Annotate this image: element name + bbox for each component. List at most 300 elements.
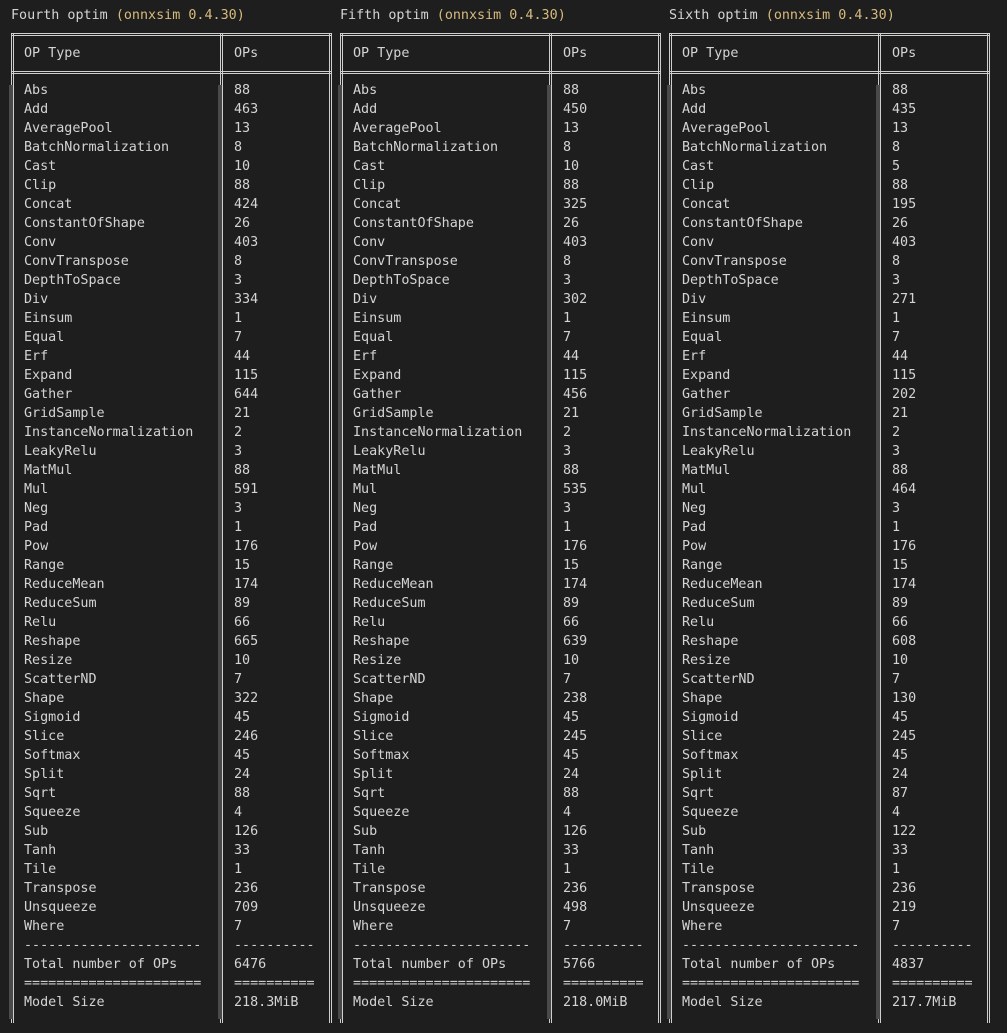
op-type-cell: Erf: [24, 349, 49, 364]
op-count-cell: 1: [563, 311, 572, 326]
op-type-cell: Transpose: [24, 881, 97, 896]
op-type-cell: Clip: [353, 178, 386, 193]
table-row: [340, 499, 661, 518]
op-type-cell: ConvTranspose: [353, 254, 458, 269]
table-body: [11, 81, 332, 1012]
separator-left: ----------------------: [682, 938, 860, 953]
op-count-cell: 3: [892, 501, 901, 516]
table-row: [11, 442, 332, 461]
table-row: [11, 214, 332, 233]
table-row: [340, 708, 661, 727]
table-row: [669, 347, 990, 366]
op-count-cell: 88: [234, 83, 251, 98]
op-type-cell: Neg: [682, 501, 707, 516]
op-count-cell: 271: [892, 292, 917, 307]
table-row: [11, 784, 332, 803]
op-type-cell: ScatterND: [682, 672, 755, 687]
table-row: [340, 214, 661, 233]
op-count-cell: 1: [234, 520, 243, 535]
total-label: Total number of OPs: [24, 957, 178, 972]
table-row: [340, 252, 661, 271]
op-type-cell: InstanceNormalization: [24, 425, 194, 440]
table-row: [340, 309, 661, 328]
op-type-cell: Sigmoid: [353, 710, 410, 725]
table-body: [669, 81, 990, 1012]
table-row: [340, 100, 661, 119]
op-type-cell: Split: [682, 767, 723, 782]
table-row: [11, 81, 332, 100]
op-type-cell: ConstantOfShape: [24, 216, 145, 231]
op-type-cell: Pow: [24, 539, 49, 554]
total-label: Total number of OPs: [682, 957, 836, 972]
table-row: [340, 461, 661, 480]
op-type-cell: Sub: [353, 824, 378, 839]
op-type-cell: Add: [353, 102, 378, 117]
panel-title-prefix: Fifth optim: [340, 8, 437, 23]
op-count-cell: 463: [234, 102, 259, 117]
op-type-cell: ReduceMean: [353, 577, 434, 592]
op-count-cell: 1: [563, 520, 572, 535]
table-row: [11, 385, 332, 404]
op-type-cell: Sub: [682, 824, 707, 839]
op-type-cell: Unsqueeze: [353, 900, 426, 915]
table-row: [669, 594, 990, 613]
table-row: [11, 157, 332, 176]
op-table-panel: [337, 0, 663, 1033]
separator-right: ==========: [234, 976, 315, 991]
op-count-cell: 246: [234, 729, 259, 744]
table-row: [669, 214, 990, 233]
table-row: [340, 328, 661, 347]
op-count-cell: 2: [563, 425, 572, 440]
table-row-separator: [340, 974, 661, 993]
op-type-cell: Einsum: [682, 311, 731, 326]
op-type-cell: Concat: [24, 197, 73, 212]
op-count-cell: 24: [234, 767, 251, 782]
panel-title-version: onnxsim 0.4.30: [123, 8, 237, 23]
table-row: [340, 138, 661, 157]
table-row: [340, 651, 661, 670]
op-type-cell: LeakyRelu: [353, 444, 426, 459]
op-type-cell: Shape: [682, 691, 723, 706]
table-row: [340, 727, 661, 746]
op-type-cell: Where: [24, 919, 65, 934]
op-type-cell: Resize: [24, 653, 73, 668]
op-type-cell: Sqrt: [24, 786, 57, 801]
op-count-cell: 176: [563, 539, 588, 554]
table-row: [11, 765, 332, 784]
op-table: [669, 33, 990, 1023]
op-type-cell: Transpose: [353, 881, 426, 896]
table-row: [669, 689, 990, 708]
op-type-cell: Shape: [24, 691, 65, 706]
op-count-cell: 26: [892, 216, 909, 231]
op-type-cell: Softmax: [24, 748, 81, 763]
op-type-cell: Add: [682, 102, 707, 117]
op-count-cell: 21: [234, 406, 251, 421]
op-type-cell: Div: [24, 292, 49, 307]
panel-title-version: onnxsim 0.4.30: [773, 8, 887, 23]
total-label: Total number of OPs: [353, 957, 507, 972]
op-count-cell: 202: [892, 387, 917, 402]
op-type-cell: ConvTranspose: [682, 254, 787, 269]
op-count-cell: 21: [563, 406, 580, 421]
table-row-separator: [11, 936, 332, 955]
op-table: [340, 33, 661, 1023]
op-type-cell: Erf: [682, 349, 707, 364]
op-type-cell: Sigmoid: [682, 710, 739, 725]
op-type-cell: AveragePool: [24, 121, 113, 136]
table-row: [11, 537, 332, 556]
table-row: [669, 518, 990, 537]
op-count-cell: 174: [563, 577, 588, 592]
table-row: [340, 347, 661, 366]
model-size-value: 218.3MiB: [234, 995, 299, 1010]
table-row: [340, 670, 661, 689]
op-count-cell: 89: [234, 596, 251, 611]
table-row: [669, 461, 990, 480]
op-count-cell: 3: [234, 501, 243, 516]
op-count-cell: 403: [563, 235, 588, 250]
separator-right: ==========: [563, 976, 644, 991]
op-type-cell: Relu: [682, 615, 715, 630]
op-type-cell: Expand: [682, 368, 731, 383]
op-count-cell: 7: [234, 672, 243, 687]
op-type-cell: Reshape: [24, 634, 81, 649]
panel-title: [669, 6, 895, 25]
op-count-cell: 13: [892, 121, 909, 136]
op-type-cell: MatMul: [682, 463, 731, 478]
op-count-cell: 334: [234, 292, 259, 307]
op-count-cell: 639: [563, 634, 588, 649]
op-type-cell: Gather: [24, 387, 73, 402]
op-count-cell: 7: [892, 330, 901, 345]
op-type-cell: DepthToSpace: [682, 273, 779, 288]
op-type-cell: Squeeze: [682, 805, 739, 820]
total-value: 5766: [563, 957, 596, 972]
op-count-cell: 3: [563, 501, 572, 516]
op-type-cell: Sqrt: [353, 786, 386, 801]
table-row: [11, 119, 332, 138]
op-type-cell: Equal: [24, 330, 65, 345]
table-row: [11, 195, 332, 214]
table-border-top: [340, 33, 661, 36]
separator-left: ======================: [353, 976, 531, 991]
op-type-cell: Abs: [353, 83, 378, 98]
table-row: [340, 195, 661, 214]
table-row: [340, 632, 661, 651]
op-type-cell: Sub: [24, 824, 49, 839]
op-type-cell: Tanh: [682, 843, 715, 858]
op-count-cell: 45: [892, 710, 909, 725]
op-type-cell: Slice: [682, 729, 723, 744]
table-row: [669, 537, 990, 556]
op-count-cell: 126: [563, 824, 588, 839]
op-type-cell: LeakyRelu: [682, 444, 755, 459]
op-type-cell: Relu: [353, 615, 386, 630]
table-row: [340, 594, 661, 613]
table-row: [669, 670, 990, 689]
op-count-cell: 122: [892, 824, 917, 839]
op-count-cell: 3: [892, 444, 901, 459]
table-row: [340, 404, 661, 423]
op-type-cell: Conv: [682, 235, 715, 250]
op-type-cell: Where: [682, 919, 723, 934]
table-row: [669, 271, 990, 290]
table-row: [11, 499, 332, 518]
op-count-cell: 15: [563, 558, 580, 573]
separator-left: ======================: [682, 976, 860, 991]
op-count-cell: 5: [892, 159, 901, 174]
table-row: [669, 328, 990, 347]
op-count-cell: 1: [234, 311, 243, 326]
table-row: [669, 119, 990, 138]
op-type-cell: ConstantOfShape: [682, 216, 803, 231]
op-type-cell: Conv: [24, 235, 57, 250]
op-count-cell: 4: [234, 805, 243, 820]
table-border-top: [669, 33, 990, 36]
table-row: [340, 157, 661, 176]
table-row: [669, 442, 990, 461]
op-type-cell: Abs: [24, 83, 49, 98]
table-row: [11, 670, 332, 689]
op-type-cell: Unsqueeze: [24, 900, 97, 915]
table-row-model-size: [11, 993, 332, 1012]
column-header-ops: OPs: [563, 46, 588, 61]
op-type-cell: Add: [24, 102, 49, 117]
table-row: [11, 822, 332, 841]
op-count-cell: 498: [563, 900, 588, 915]
table-row: [669, 879, 990, 898]
op-count-cell: 115: [563, 368, 588, 383]
op-count-cell: 3: [563, 444, 572, 459]
op-type-cell: Mul: [24, 482, 49, 497]
op-count-cell: 10: [892, 653, 909, 668]
op-count-cell: 45: [563, 710, 580, 725]
op-type-cell: ReduceMean: [682, 577, 763, 592]
op-count-cell: 8: [234, 254, 243, 269]
separator-left: ======================: [24, 976, 202, 991]
op-count-cell: 1: [234, 862, 243, 877]
table-row: [669, 100, 990, 119]
op-count-cell: 45: [234, 710, 251, 725]
table-row: [11, 423, 332, 442]
op-count-cell: 195: [892, 197, 917, 212]
op-count-cell: 644: [234, 387, 259, 402]
op-type-cell: Shape: [353, 691, 394, 706]
op-count-cell: 464: [892, 482, 917, 497]
table-row: [11, 917, 332, 936]
table-row: [669, 556, 990, 575]
table-row: [669, 252, 990, 271]
op-type-cell: Gather: [682, 387, 731, 402]
op-count-cell: 325: [563, 197, 588, 212]
table-row: [11, 879, 332, 898]
table-row: [340, 366, 661, 385]
table-row: [669, 613, 990, 632]
op-type-cell: Slice: [24, 729, 65, 744]
op-type-cell: InstanceNormalization: [682, 425, 852, 440]
op-count-cell: 1: [892, 520, 901, 535]
op-count-cell: 10: [234, 159, 251, 174]
table-row: [340, 518, 661, 537]
separator-right: ----------: [234, 938, 315, 953]
table-row: [11, 594, 332, 613]
op-count-cell: 2: [234, 425, 243, 440]
table-row: [340, 290, 661, 309]
model-size-label: Model Size: [682, 995, 763, 1010]
op-type-cell: Div: [682, 292, 707, 307]
op-count-cell: 7: [563, 672, 572, 687]
op-count-cell: 424: [234, 197, 259, 212]
panel-title-version: onnxsim 0.4.30: [444, 8, 558, 23]
table-row: [11, 860, 332, 879]
op-table-panel: [666, 0, 992, 1033]
op-count-cell: 89: [892, 596, 909, 611]
op-type-cell: Div: [353, 292, 378, 307]
op-count-cell: 176: [892, 539, 917, 554]
op-type-cell: Softmax: [682, 748, 739, 763]
table-row-separator: [669, 974, 990, 993]
op-type-cell: Split: [353, 767, 394, 782]
op-count-cell: 174: [234, 577, 259, 592]
table-row: [340, 233, 661, 252]
table-row: [11, 841, 332, 860]
op-count-cell: 1: [563, 862, 572, 877]
op-type-cell: Sqrt: [682, 786, 715, 801]
op-type-cell: Range: [682, 558, 723, 573]
table-row: [11, 366, 332, 385]
table-row: [11, 651, 332, 670]
table-row: [11, 404, 332, 423]
op-type-cell: ScatterND: [24, 672, 97, 687]
op-count-cell: 88: [563, 463, 580, 478]
op-count-cell: 535: [563, 482, 588, 497]
op-type-cell: Cast: [24, 159, 57, 174]
table-row: [669, 765, 990, 784]
op-count-cell: 115: [892, 368, 917, 383]
op-type-cell: DepthToSpace: [24, 273, 121, 288]
table-body: [340, 81, 661, 1012]
table-row: [340, 537, 661, 556]
op-type-cell: Split: [24, 767, 65, 782]
table-row: [669, 575, 990, 594]
op-table: [11, 33, 332, 1023]
panel-title-paren-open: (: [436, 8, 445, 23]
panel-title-paren-open: (: [115, 8, 124, 23]
table-row-total: [340, 955, 661, 974]
op-count-cell: 45: [234, 748, 251, 763]
table-row: [340, 176, 661, 195]
table-row: [669, 632, 990, 651]
op-type-cell: Gather: [353, 387, 402, 402]
table-row: [11, 575, 332, 594]
separator-right: ----------: [892, 938, 973, 953]
op-type-cell: Squeeze: [353, 805, 410, 820]
op-type-cell: Clip: [24, 178, 57, 193]
op-type-cell: Range: [24, 558, 65, 573]
table-row: [11, 176, 332, 195]
op-count-cell: 245: [892, 729, 917, 744]
model-size-label: Model Size: [24, 995, 105, 1010]
op-type-cell: Neg: [24, 501, 49, 516]
op-count-cell: 44: [892, 349, 909, 364]
table-row: [669, 366, 990, 385]
op-count-cell: 591: [234, 482, 259, 497]
op-type-cell: Tile: [24, 862, 57, 877]
op-count-cell: 33: [563, 843, 580, 858]
op-type-cell: Expand: [24, 368, 73, 383]
op-type-cell: Pad: [353, 520, 378, 535]
op-count-cell: 403: [234, 235, 259, 250]
table-row: [11, 708, 332, 727]
table-row-separator: [669, 936, 990, 955]
table-row: [669, 784, 990, 803]
table-header-separator: [669, 71, 990, 74]
model-size-value: 217.7MiB: [892, 995, 957, 1010]
op-count-cell: 24: [563, 767, 580, 782]
op-type-cell: Clip: [682, 178, 715, 193]
op-type-cell: ScatterND: [353, 672, 426, 687]
table-row: [669, 708, 990, 727]
op-count-cell: 322: [234, 691, 259, 706]
table-row-separator: [11, 974, 332, 993]
op-count-cell: 15: [892, 558, 909, 573]
op-count-cell: 66: [234, 615, 251, 630]
op-type-cell: Tile: [353, 862, 386, 877]
table-row: [669, 157, 990, 176]
separator-left: ----------------------: [24, 938, 202, 953]
table-row-total: [11, 955, 332, 974]
op-type-cell: GridSample: [682, 406, 763, 421]
op-type-cell: Resize: [682, 653, 731, 668]
table-row: [340, 860, 661, 879]
op-count-cell: 219: [892, 900, 917, 915]
table-row-model-size: [340, 993, 661, 1012]
op-count-cell: 44: [234, 349, 251, 364]
panel-title-paren-close: ): [236, 8, 245, 23]
table-row: [11, 309, 332, 328]
column-header-op-type: OP Type: [24, 46, 81, 61]
op-count-cell: 1: [892, 862, 901, 877]
op-count-cell: 26: [234, 216, 251, 231]
table-row: [340, 271, 661, 290]
op-type-cell: Einsum: [353, 311, 402, 326]
op-type-cell: Transpose: [682, 881, 755, 896]
table-row: [340, 784, 661, 803]
op-count-cell: 7: [563, 919, 572, 934]
total-value: 6476: [234, 957, 267, 972]
table-row: [669, 81, 990, 100]
table-row: [11, 632, 332, 651]
table-row: [11, 252, 332, 271]
op-type-cell: InstanceNormalization: [353, 425, 523, 440]
op-type-cell: Slice: [353, 729, 394, 744]
table-row: [340, 841, 661, 860]
table-row: [669, 480, 990, 499]
table-row: [669, 803, 990, 822]
table-row: [340, 917, 661, 936]
op-count-cell: 2: [892, 425, 901, 440]
op-type-cell: Tanh: [24, 843, 57, 858]
op-count-cell: 130: [892, 691, 917, 706]
op-type-cell: Abs: [682, 83, 707, 98]
table-row: [340, 746, 661, 765]
op-type-cell: LeakyRelu: [24, 444, 97, 459]
table-row: [11, 461, 332, 480]
table-row: [669, 290, 990, 309]
op-count-cell: 33: [892, 843, 909, 858]
